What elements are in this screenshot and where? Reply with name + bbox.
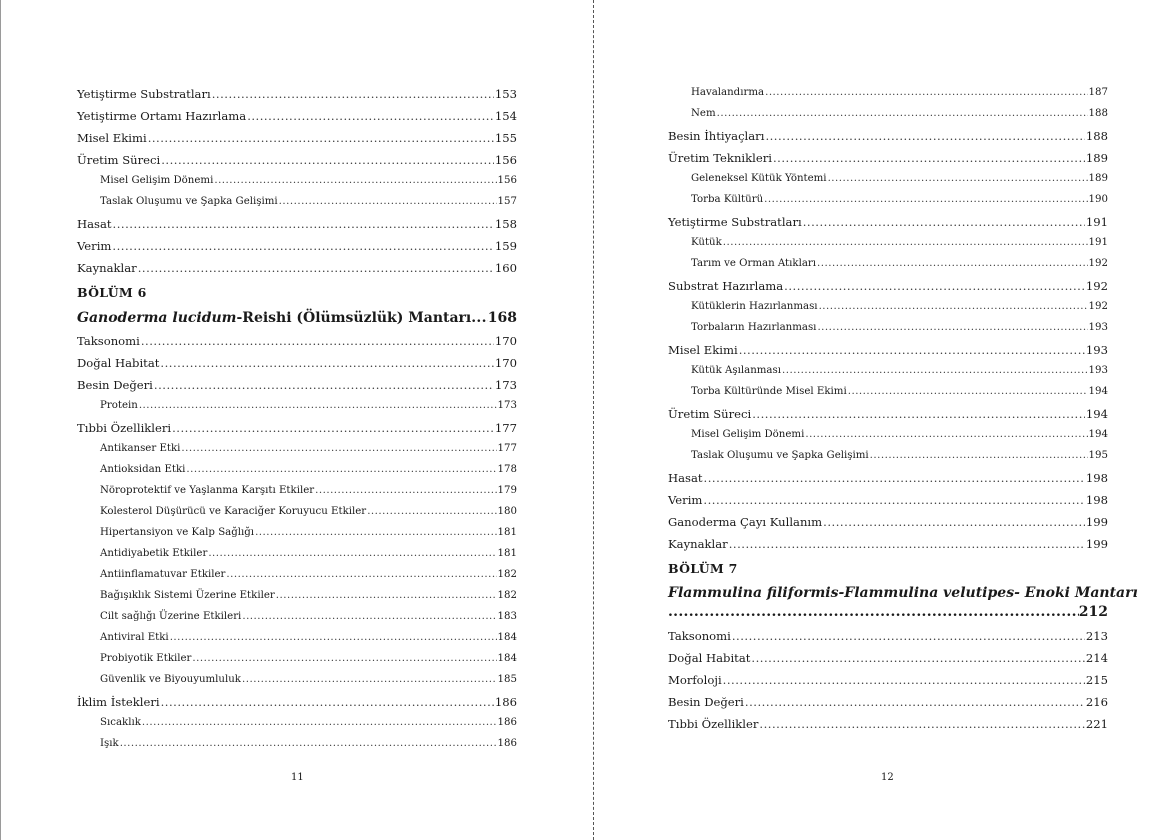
dot-leader	[161, 695, 494, 709]
toc-entry-page: 186	[497, 717, 517, 728]
toc-entry-page: 194	[1088, 429, 1108, 440]
dot-leader	[226, 569, 496, 580]
toc-entry[interactable]	[77, 261, 517, 275]
dot-leader	[276, 590, 497, 601]
dot-leader	[148, 131, 494, 145]
toc-entry-page: 189	[1085, 151, 1108, 165]
dot-leader	[729, 537, 1085, 551]
toc-entry-title: Kolesterol Düşürücü ve Karaciğer Koruyucu Etkiler	[100, 506, 367, 517]
dot-leader	[170, 632, 497, 643]
chapter-page-number: 212	[1078, 604, 1108, 620]
toc-entry[interactable]	[668, 537, 1108, 551]
dot-leader	[803, 215, 1085, 229]
toc-entry-page: 179	[497, 485, 517, 496]
toc-entry-page: 193	[1088, 322, 1108, 333]
dot-leader	[668, 604, 1079, 620]
toc-entry-title: Işık	[100, 738, 119, 749]
dot-leader	[805, 429, 1087, 440]
toc-entry[interactable]	[77, 527, 517, 538]
toc-entry[interactable]	[668, 365, 1108, 376]
dot-leader	[214, 175, 496, 186]
dot-leader	[765, 87, 1087, 98]
toc-entry-title: Besin İhtiyaçları	[668, 129, 765, 143]
toc-entry-page: 190	[1088, 194, 1108, 205]
dot-leader	[142, 717, 497, 728]
toc-entry-page: 198	[1085, 471, 1108, 485]
dot-leader	[181, 443, 496, 454]
dot-leader	[828, 173, 1088, 184]
toc-entry-title: Antiviral Etki	[100, 632, 169, 643]
toc-entry-title: Probiyotik Etkiler	[100, 653, 192, 664]
toc-entry-page: 194	[1088, 386, 1108, 397]
dot-leader	[732, 629, 1085, 643]
toc-entry[interactable]	[668, 215, 1108, 229]
toc-entry[interactable]	[77, 653, 517, 664]
toc-entry[interactable]	[668, 515, 1108, 529]
dot-leader	[154, 378, 494, 392]
dot-leader	[139, 400, 497, 411]
toc-entry-title: Taslak Oluşumu ve Şapka Gelişimi	[100, 196, 278, 207]
dot-leader	[471, 310, 488, 326]
toc-entry-page: 181	[497, 527, 517, 538]
toc-entry-page: 177	[494, 421, 517, 435]
toc-entry[interactable]	[668, 237, 1108, 248]
dot-leader	[817, 322, 1087, 333]
toc-entry-page: 192	[1085, 279, 1108, 293]
toc-entry[interactable]	[77, 485, 517, 496]
toc-entry-title: Misel Gelişim Dönemi	[691, 429, 805, 440]
toc-entry-title: Hasat	[77, 217, 112, 231]
chapter-title[interactable]: Flammulina filiformis-Flammulina velutipes- Enoki Mantarı	[668, 585, 1138, 601]
toc-entry-page: 215	[1085, 673, 1108, 687]
toc-entry-title: Üretim Teknikleri	[668, 151, 772, 165]
dot-leader	[703, 493, 1084, 507]
dot-leader	[723, 237, 1088, 248]
toc-entry-title: Taksonomi	[77, 334, 140, 348]
toc-entry[interactable]	[668, 717, 1108, 731]
toc-entry-page: 195	[1088, 450, 1108, 461]
toc-entry-page: 199	[1085, 537, 1108, 551]
toc-entry[interactable]	[77, 378, 517, 392]
toc-entry-page: 184	[497, 632, 517, 643]
toc-entry-page: 153	[494, 87, 517, 101]
toc-entry-page: 181	[497, 548, 517, 559]
toc-entry[interactable]	[77, 674, 517, 685]
toc-entry-title: Antioksidan Etki	[100, 464, 186, 475]
toc-entry[interactable]	[77, 717, 517, 728]
toc-entry-title: Güvenlik ve Biyouyumluluk	[100, 674, 241, 685]
toc-entry-title: Torba Kültürü	[691, 194, 764, 205]
toc-entry[interactable]	[668, 651, 1108, 665]
toc-entry[interactable]	[668, 629, 1108, 643]
toc-entry-page: 186	[497, 738, 517, 749]
dot-leader	[212, 87, 494, 101]
toc-entry-title: Misel Ekimi	[668, 343, 738, 357]
dot-leader	[817, 258, 1088, 269]
toc-entry[interactable]	[668, 108, 1108, 119]
dot-leader	[138, 261, 494, 275]
toc-entry-title: Havalandırma	[691, 87, 765, 98]
toc-entry[interactable]	[77, 153, 517, 167]
chapter-title-rest: -Reishi (Ölümsüzlük) Mantarı	[236, 310, 472, 326]
toc-entry[interactable]	[668, 301, 1108, 312]
toc-entry-title: Morfoloji	[668, 673, 722, 687]
toc-entry-title: Cilt sağlığı Üzerine Etkileri	[100, 611, 242, 622]
toc-entry-title: Misel Ekimi	[77, 131, 147, 145]
toc-entry-title: Kütüklerin Hazırlanması	[691, 301, 818, 312]
toc-entry-page: 198	[1085, 493, 1108, 507]
toc-entry[interactable]	[77, 217, 517, 231]
dot-leader	[367, 506, 496, 517]
toc-entry-page: 186	[494, 695, 517, 709]
toc-entry-title: Antidiyabetik Etkiler	[100, 548, 208, 559]
toc-entry[interactable]	[77, 196, 517, 207]
toc-entry-page: 192	[1088, 301, 1108, 312]
toc-entry-title: Taksonomi	[668, 629, 731, 643]
toc-entry-title: Besin Değeri	[77, 378, 153, 392]
section-heading: BÖLÜM 7	[668, 561, 738, 576]
toc-entry[interactable]	[77, 506, 517, 517]
toc-entry[interactable]	[668, 258, 1108, 269]
toc-entry[interactable]	[668, 493, 1108, 507]
toc-entry-title: Yetiştirme Ortamı Hazırlama	[77, 109, 247, 123]
toc-entry-title: Yetiştirme Substratları	[77, 87, 211, 101]
dot-leader	[765, 129, 1084, 143]
dot-leader	[120, 738, 497, 749]
dot-leader	[870, 450, 1088, 461]
toc-entry-title: Sıcaklık	[100, 717, 141, 728]
toc-entry-title: Besin Değeri	[668, 695, 744, 709]
toc-entry-title: Üretim Süreci	[77, 153, 161, 167]
toc-entry[interactable]	[77, 131, 517, 145]
toc-entry-page: 182	[497, 590, 517, 601]
dot-leader	[764, 194, 1087, 205]
toc-entry-page: 185	[497, 674, 517, 685]
dot-leader	[186, 464, 496, 475]
toc-entry-title: Üretim Süreci	[668, 407, 752, 421]
toc-entry-title: Verim	[77, 239, 112, 253]
toc-entry[interactable]	[668, 343, 1108, 357]
toc-entry[interactable]	[668, 322, 1108, 333]
toc-entry-title: Hipertansiyon ve Kalp Sağlığı	[100, 527, 255, 538]
toc-entry-page: 170	[494, 356, 517, 370]
toc-entry-page: 199	[1085, 515, 1108, 529]
dot-leader	[759, 717, 1084, 731]
toc-entry-title: Nöroprotektif ve Yaşlanma Karşıtı Etkiler	[100, 485, 315, 496]
toc-entry[interactable]	[77, 175, 517, 186]
dot-leader	[823, 515, 1085, 529]
toc-entry-title: Ganoderma Çayı Kullanım	[668, 515, 823, 529]
dot-leader	[315, 485, 496, 496]
dot-leader	[819, 301, 1088, 312]
dot-leader	[208, 548, 496, 559]
toc-entry[interactable]	[668, 173, 1108, 184]
chapter-title-leader	[668, 604, 1108, 620]
toc-entry[interactable]	[77, 548, 517, 559]
dot-leader	[279, 196, 497, 207]
toc-entry-title: Antikanser Etki	[100, 443, 181, 454]
toc-entry-page: 160	[494, 261, 517, 275]
toc-entry-title: Kütük Aşılanması	[691, 365, 781, 376]
dot-leader	[773, 151, 1085, 165]
toc-entry-page: 156	[497, 175, 517, 186]
toc-entry[interactable]	[77, 87, 517, 101]
toc-entry-page: 183	[497, 611, 517, 622]
toc-entry-page: 216	[1085, 695, 1108, 709]
toc-entry-page: 173	[494, 378, 517, 392]
dot-leader	[172, 421, 494, 435]
toc-entry-page: 170	[494, 334, 517, 348]
toc-entry-page: 154	[494, 109, 517, 123]
dot-leader	[848, 386, 1088, 397]
toc-entry[interactable]	[668, 279, 1108, 293]
toc-entry-title: Misel Gelişim Dönemi	[100, 175, 214, 186]
toc-entry-title: Kütük	[691, 237, 722, 248]
toc-entry-title: Protein	[100, 400, 138, 411]
section-heading: BÖLÜM 6	[77, 285, 147, 300]
toc-entry-page: 158	[494, 217, 517, 231]
toc-entry-page: 180	[497, 506, 517, 517]
toc-entry[interactable]	[668, 673, 1108, 687]
toc-entry-title: Kaynaklar	[77, 261, 137, 275]
toc-entry[interactable]	[668, 151, 1108, 165]
dot-leader	[751, 651, 1084, 665]
toc-entry[interactable]	[668, 386, 1108, 397]
left-page	[77, 0, 517, 840]
toc-entry[interactable]	[668, 194, 1108, 205]
toc-entry-page: 191	[1088, 237, 1108, 248]
toc-entry-page: 157	[497, 196, 517, 207]
dot-leader	[160, 356, 493, 370]
page-number: 11	[291, 772, 304, 783]
toc-entry-page: 177	[497, 443, 517, 454]
toc-entry-title: İklim İstekleri	[77, 695, 160, 709]
toc-entry-title: Geleneksel Kütük Yöntemi	[691, 173, 827, 184]
toc-entry-title: Tıbbi Özellikler	[668, 717, 759, 731]
toc-entry-page: 192	[1088, 258, 1108, 269]
toc-entry[interactable]	[77, 695, 517, 709]
toc-entry[interactable]	[77, 569, 517, 580]
toc-entry-title: Verim	[668, 493, 703, 507]
dot-leader	[141, 334, 494, 348]
dot-leader	[739, 343, 1085, 357]
dot-leader	[242, 674, 497, 685]
toc-entry[interactable]	[77, 611, 517, 622]
chapter-page-number: 168	[487, 310, 517, 326]
toc-entry[interactable]	[668, 471, 1108, 485]
toc-entry-title: Torbaların Hazırlanması	[691, 322, 817, 333]
toc-entry[interactable]	[77, 334, 517, 348]
toc-entry-page: 155	[494, 131, 517, 145]
dot-leader	[242, 611, 496, 622]
toc-entry-page: 221	[1085, 717, 1108, 731]
toc-entry-title: Tarım ve Orman Atıkları	[691, 258, 817, 269]
toc-entry[interactable]	[77, 421, 517, 435]
dot-leader	[745, 695, 1085, 709]
toc-entry[interactable]	[77, 400, 517, 411]
toc-entry-page: 191	[1085, 215, 1108, 229]
toc-entry[interactable]	[77, 109, 517, 123]
page-number: 12	[881, 772, 894, 783]
dot-leader	[247, 109, 494, 123]
toc-entry-page: 182	[497, 569, 517, 580]
chapter-title[interactable]	[77, 310, 517, 326]
right-page	[668, 0, 1138, 840]
dot-leader	[723, 673, 1085, 687]
dot-leader	[717, 108, 1088, 119]
toc-entry-title: Antiinflamatuvar Etkiler	[100, 569, 226, 580]
toc-entry-title: Hasat	[668, 471, 703, 485]
dot-leader	[752, 407, 1085, 421]
toc-entry-page: 194	[1085, 407, 1108, 421]
dot-leader	[704, 471, 1085, 485]
chapter-title-italic: Ganoderma lucidum	[77, 310, 237, 326]
toc-entry-title: Bağışıklık Sistemi Üzerine Etkiler	[100, 590, 275, 601]
toc-entry-page: 173	[497, 400, 517, 411]
toc-entry-title: Yetiştirme Substratları	[668, 215, 802, 229]
toc-entry[interactable]	[668, 429, 1108, 440]
toc-entry-page: 189	[1088, 173, 1108, 184]
toc-entry-page: 213	[1085, 629, 1108, 643]
toc-entry-page: 193	[1085, 343, 1108, 357]
toc-entry-page: 178	[497, 464, 517, 475]
dot-leader	[113, 217, 494, 231]
toc-entry-title: Kaynaklar	[668, 537, 728, 551]
toc-entry[interactable]	[668, 129, 1108, 143]
toc-entry-page: 187	[1088, 87, 1108, 98]
toc-entry-title: Taslak Oluşumu ve Şapka Gelişimi	[691, 450, 869, 461]
dot-leader	[161, 153, 494, 167]
dot-leader	[255, 527, 496, 538]
page-divider	[593, 0, 594, 840]
dot-leader	[192, 653, 496, 664]
toc-entry-title: Nem	[691, 108, 716, 119]
toc-entry[interactable]	[77, 738, 517, 749]
toc-entry-title: Torba Kültüründe Misel Ekimi	[691, 386, 847, 397]
toc-entry-title: Tıbbi Özellikleri	[77, 421, 172, 435]
toc-entry-page: 184	[497, 653, 517, 664]
toc-entry[interactable]	[668, 87, 1108, 98]
toc-entry-title: Doğal Habitat	[668, 651, 751, 665]
toc-entry[interactable]	[77, 239, 517, 253]
toc-entry-page: 193	[1088, 365, 1108, 376]
toc-entry[interactable]	[77, 443, 517, 454]
toc-entry[interactable]	[77, 356, 517, 370]
dot-leader	[784, 279, 1085, 293]
toc-entry-page: 188	[1088, 108, 1108, 119]
toc-entry-page: 159	[494, 239, 517, 253]
toc-entry[interactable]	[77, 590, 517, 601]
toc-entry[interactable]	[668, 407, 1108, 421]
dot-leader	[782, 365, 1088, 376]
toc-entry-page: 156	[494, 153, 517, 167]
toc-entry-title: Doğal Habitat	[77, 356, 160, 370]
toc-entry[interactable]	[668, 695, 1108, 709]
toc-entry[interactable]	[77, 632, 517, 643]
toc-entry-page: 188	[1085, 129, 1108, 143]
toc-entry[interactable]	[77, 464, 517, 475]
toc-entry-page: 214	[1085, 651, 1108, 665]
page-edge	[0, 0, 1, 840]
dot-leader	[112, 239, 493, 253]
toc-entry-title: Substrat Hazırlama	[668, 279, 784, 293]
toc-entry[interactable]	[668, 450, 1108, 461]
